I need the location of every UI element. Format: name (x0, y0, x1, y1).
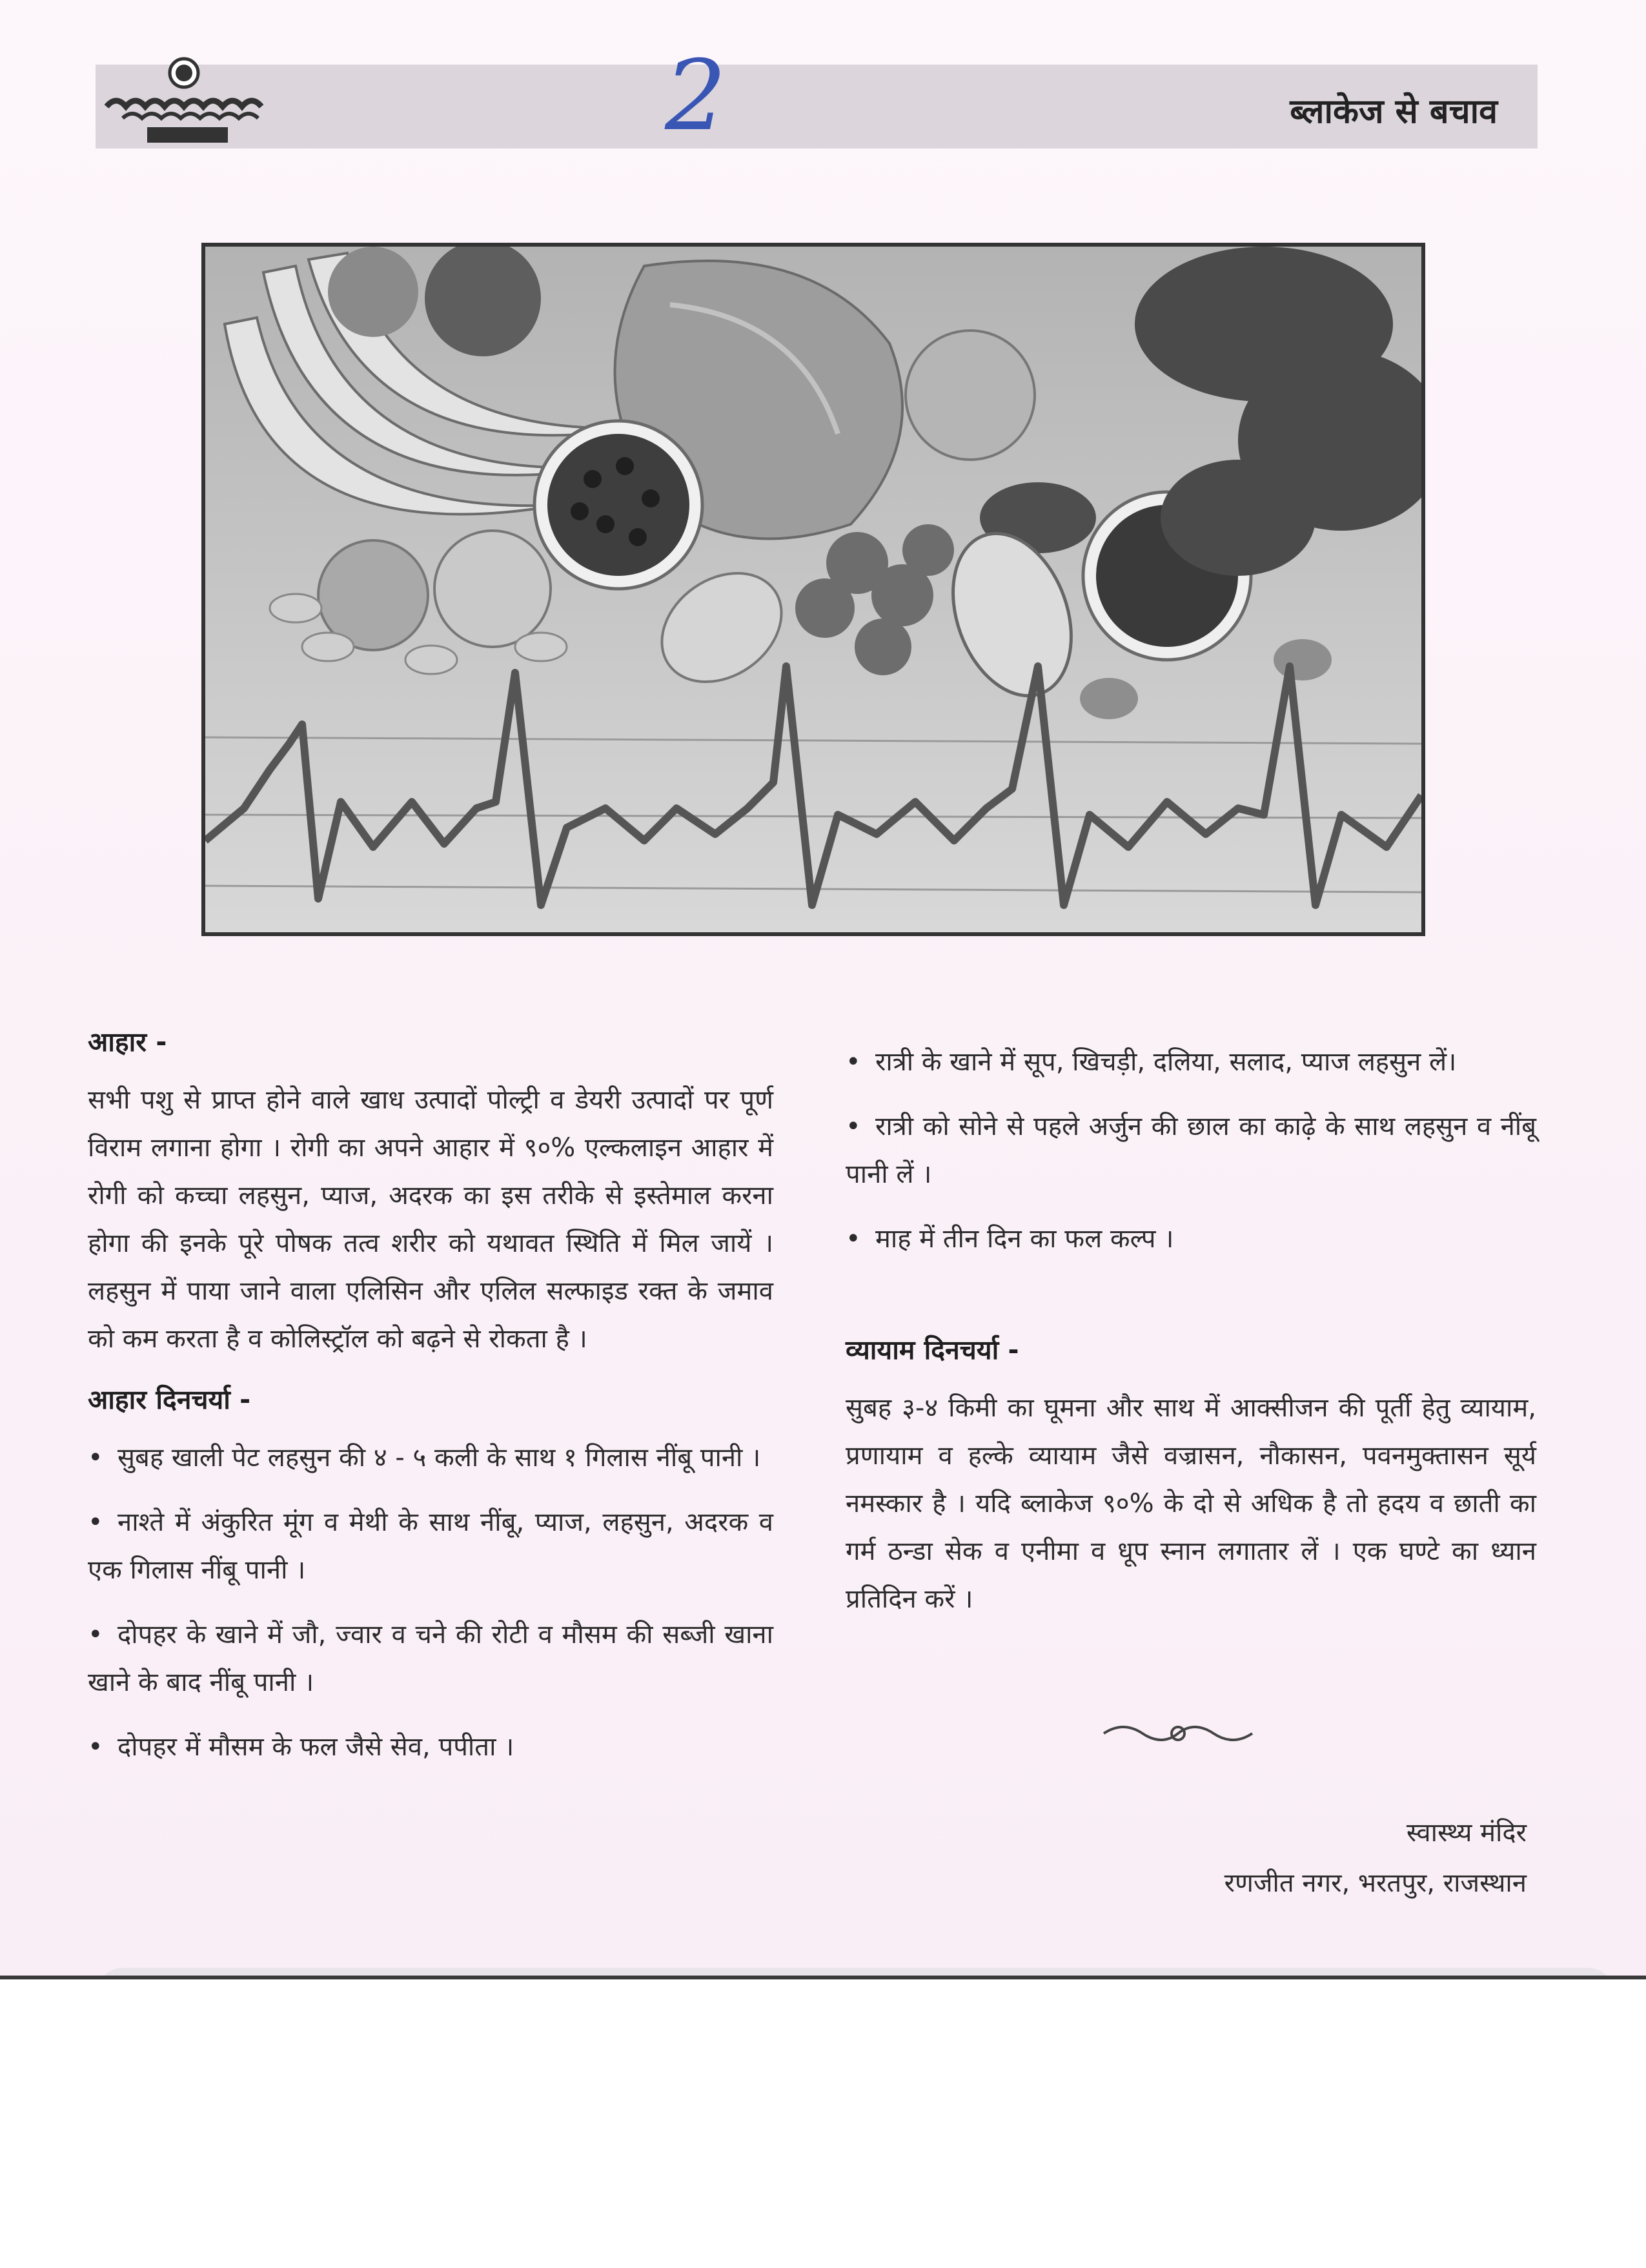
bullet-icon: • (846, 1047, 861, 1077)
bullet-icon: • (88, 1732, 103, 1762)
signature-org: स्वास्थ्य मंदिर (1406, 1818, 1527, 1848)
bullet-icon: • (846, 1112, 861, 1141)
food-ecg-illustration (205, 247, 1421, 932)
exercise-heading: व्यायाम दिनचर्या - (846, 1334, 1019, 1365)
right-column (846, 1038, 1536, 1641)
svg-text:2: 2 (665, 40, 727, 148)
left-column (88, 1023, 773, 1788)
list-item: • दोपहर के खाने में जौ, ज्वार व चने की रोटी व मौसम की सब्जी खाना खाने के बाद नींबू पानी । (88, 1611, 773, 1706)
page-title: ब्लाकेज से बचाव (1290, 92, 1498, 131)
scan-background (0, 1976, 1646, 2268)
signature-address: रणजीत नगर, भरतपुर, राजस्थान (1224, 1868, 1527, 1898)
bullet-icon: • (88, 1507, 103, 1537)
diet-routine-heading: आहार दिनचर्या - (88, 1384, 251, 1415)
bullet-icon: • (846, 1224, 861, 1254)
signature-block (1224, 1808, 1527, 1908)
list-item: • दोपहर में मौसम के फल जैसे सेव, पपीता । (88, 1723, 773, 1771)
list-item: • सुबह खाली पेट लहसुन की ४ - ५ कली के साथ १ गिलास नींबू पानी । (88, 1434, 773, 1482)
divider-ornament-icon (1097, 1717, 1259, 1750)
bullet-icon: • (88, 1620, 103, 1650)
exercise-paragraph: सुबह ३-४ किमी का घूमना और साथ में आक्सीजन की पूर्ती हेतु व्यायाम, प्रणायाम व हल्के व्यायाम जैसे वज्रासन, नौकासन, पवनमुक्तासन सूर्य नमस्कार है । यदि ब्लाकेज ९०% के दो से अधिक है तो हदय व छाती का गर्म ठन्डा सेक व एनीमा व धूप स्नान लगातार लें । एक घण्टे का ध्यान प्रतिदिन करें । (846, 1393, 1536, 1614)
bullet-icon: • (88, 1443, 103, 1473)
diet-heading: आहार - (88, 1027, 167, 1057)
list-item: • रात्री को सोने से पहले अर्जुन की छाल का काढ़े के साथ लहसुन व नींबू पानी लें । (846, 1103, 1536, 1198)
logo-icon (103, 55, 278, 152)
diet-paragraph: सभी पशु से प्राप्त होने वाले खाध उत्पादों पोल्ट्री व डेयरी उत्पादों पर पूर्ण विराम लगाना होगा । रोगी का अपने आहार में ९०% एल्कलाइन आहार में रोगी को कच्चा लहसुन, प्याज, अदरक का इस तरीके से इस्तेमाल करना होगा की इनके पूरे पोषक तत्व शरीर को यथावत स्थिति में मिल जायें । लहसुन में पाया जाने वाला एलिसिन और एलिल सल्फाइड रक्त के जमाव को कम करता है व कोलिस्ट्रॉल को बढ़ने से रोकता है । (88, 1085, 773, 1354)
list-item: • नाश्ते में अंकुरित मूंग व मेथी के साथ नींबू, प्याज, लहसुन, अदरक व एक गिलास नींबू पानी । (88, 1498, 773, 1594)
list-item: • माह में तीन दिन का फल कल्प । (846, 1215, 1536, 1263)
list-item: • रात्री के खाने में सूप, खिचड़ी, दलिया, सलाद, प्याज लहसुन लें। (846, 1038, 1536, 1086)
food-heartbeat-photo (201, 243, 1425, 936)
handwritten-page-mark (658, 39, 736, 148)
